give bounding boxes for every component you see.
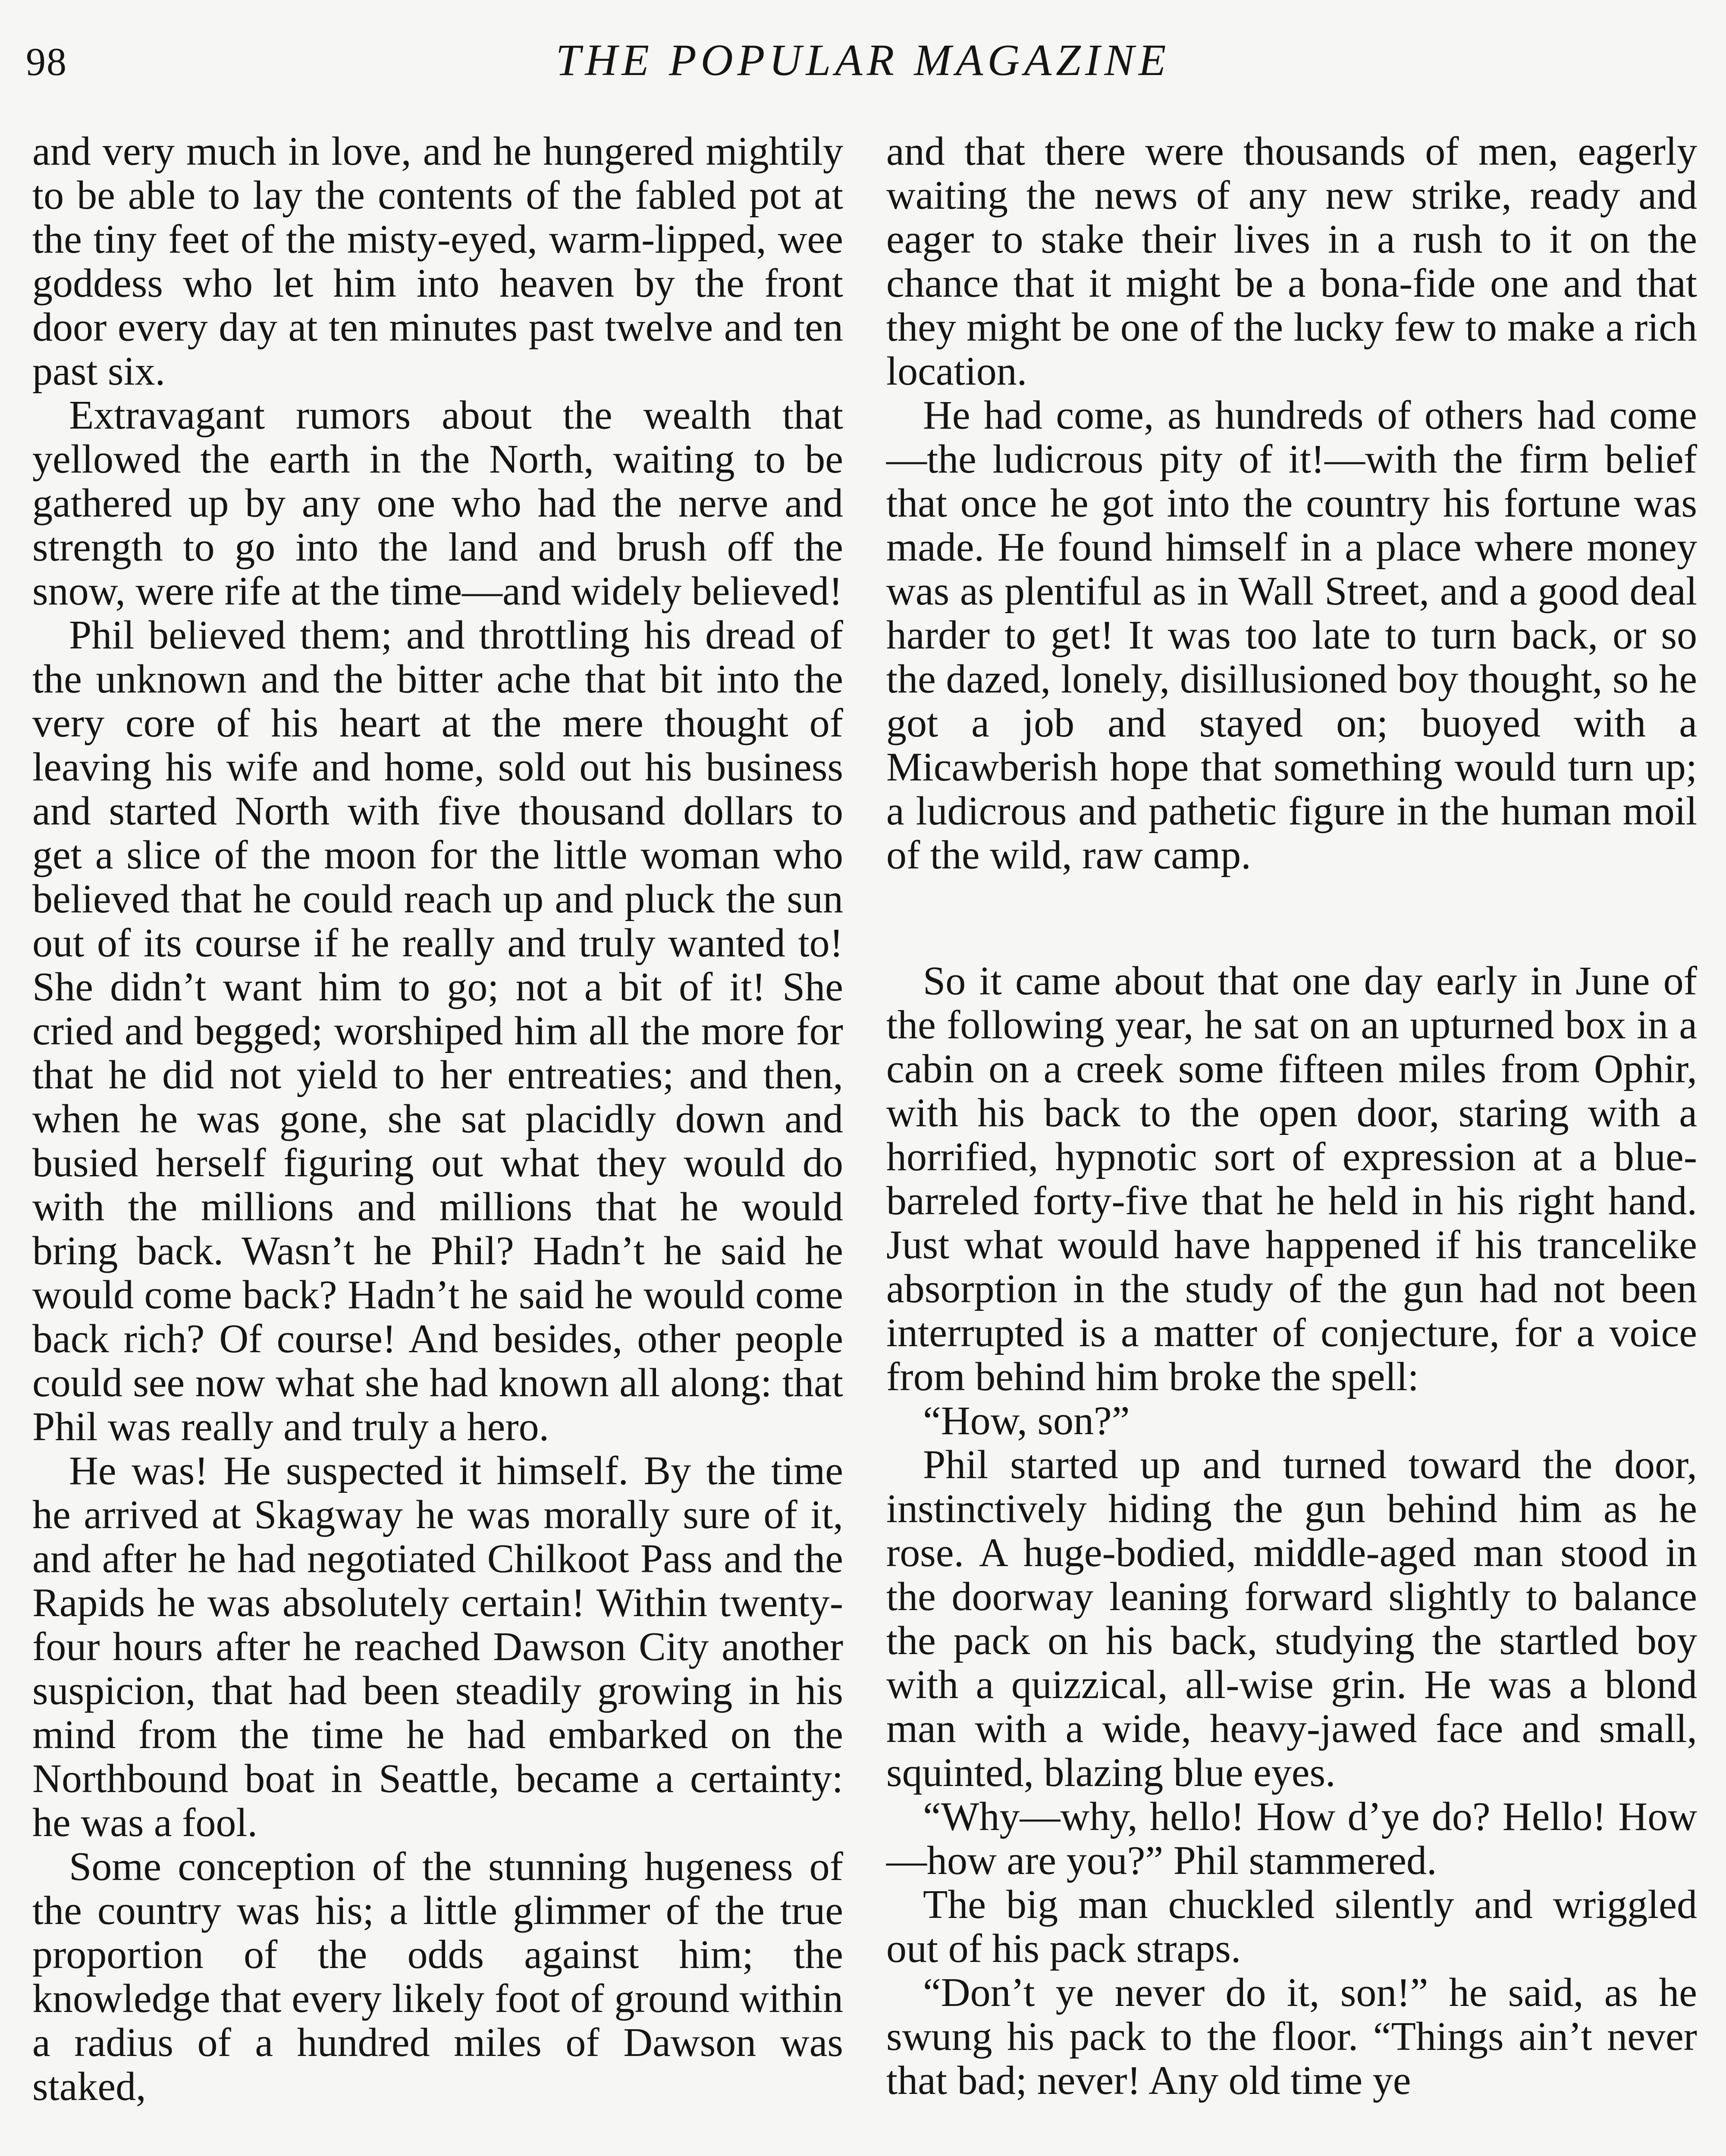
paragraph: He had come, as hundreds of others had come—the ludicrous pity of it!—with the firm belief that once he got into the country his fortune was made. He found himself in a place where money was as plentiful as in Wall Street, and a good deal harder to get! It was too late to turn back, or so the dazed, lonely, disillusioned boy thought, so he got a job and stayed on; buoyed with a Micawberish hope that something would turn up; a ludicrous and pathetic figure in the human moil of the wild, raw camp. <box>886 393 1697 877</box>
paragraph: Phil believed them; and throttling his dread of the unknown and the bitter ache that bit into the very core of his heart at the mere thought of leaving his wife and home, sold out his business and started North with five thousand dollars to get a slice of the moon for the little woman who believed that he could reach up and pluck the sun out of its course if he really and truly wanted to! She didn’t want him to go; not a bit of it! She cried and begged; worshiped him all the more for that he did not yield to her entreaties; and then, when he was gone, she sat placidly down and busied herself figuring out what they would do with the millions and millions that he would bring back. Wasn’t he Phil? Hadn’t he said he would come back? Hadn’t he said he would come back rich? Of course! And besides, other people could see now what she had known all along: that Phil was really and truly a hero. <box>32 613 843 1449</box>
right-column <box>886 129 1697 2103</box>
paragraph: Phil started up and turned toward the door, instinctively hiding the gun behind him as he rose. A huge-bodied, middle-aged man stood in the doorway leaning forward slightly to balance the pack on his back, studying the startled boy with a quizzical, all-wise grin. He was a blond man with a wide, heavy-jawed face and small, squinted, blazing blue eyes. <box>886 1442 1697 1795</box>
paragraph: and very much in love, and he hungered mightily to be able to lay the contents of the fabled pot at the tiny feet of the misty-eyed, warm-lipped, wee goddess who let him into heaven by the front door every day at ten minutes past twelve and ten past six. <box>32 129 843 394</box>
page-header <box>0 0 1726 99</box>
paragraph: Extravagant rumors about the wealth that yellowed the earth in the North, waiting to be gathered up by any one who had the nerve and strength to go into the land and brush off the snow, were rife at the time—and widely believed! <box>32 393 843 614</box>
paragraph: “How, son?” <box>923 1398 1130 1443</box>
paragraph: So it came about that one day early in June of the following year, he sat on an upturned box in a cabin on a creek some fifteen miles from Ophir, with his back to the open door, staring with a horrified, hypnotic sort of expression at a blue-barreled forty-five that he held in his right hand. Just what would have happened if his trancelike absorption in the study of the gun had not been interrupted is a matter of conjecture, for a voice from behind him broke the spell: <box>886 959 1697 1399</box>
paragraph: Some conception of the stunning hugeness of the country was his; a little glimmer of the true proportion of the odds against him; the knowledge that every likely foot of ground within a radius of a hundred miles of Dawson was staked, <box>32 1844 843 2109</box>
left-column <box>32 129 843 2109</box>
paragraph: The big man chuckled silently and wriggled out of his pack straps. <box>886 1882 1697 1971</box>
page-number: 98 <box>26 40 67 84</box>
running-title: THE POPULAR MAGAZINE <box>555 35 1171 85</box>
paragraph: “Why—why, hello! How d’ye do? Hello! How—how are you?” Phil stammered. <box>886 1794 1697 1883</box>
paragraph: and that there were thousands of men, eagerly waiting the news of any new strike, ready and eager to stake their lives in a rush to it on the chance that it might be a bona-fide one and that they might be one of the lucky few to make a rich location. <box>886 129 1697 394</box>
paragraph: “Don’t ye never do it, son!” he said, as he swung his pack to the floor. “Things ain’t never that bad; never! Any old time ye <box>886 1970 1697 2103</box>
paragraph: He was! He suspected it himself. By the time he arrived at Skagway he was morally sure of it, and after he had negotiated Chilkoot Pass and the Rapids he was absolutely certain! Within twenty-four hours after he reached Dawson City another suspicion, that had been steadily growing in his mind from the time he had embarked on the Northbound boat in Seattle, became a certainty: he was a fool. <box>32 1448 843 1845</box>
